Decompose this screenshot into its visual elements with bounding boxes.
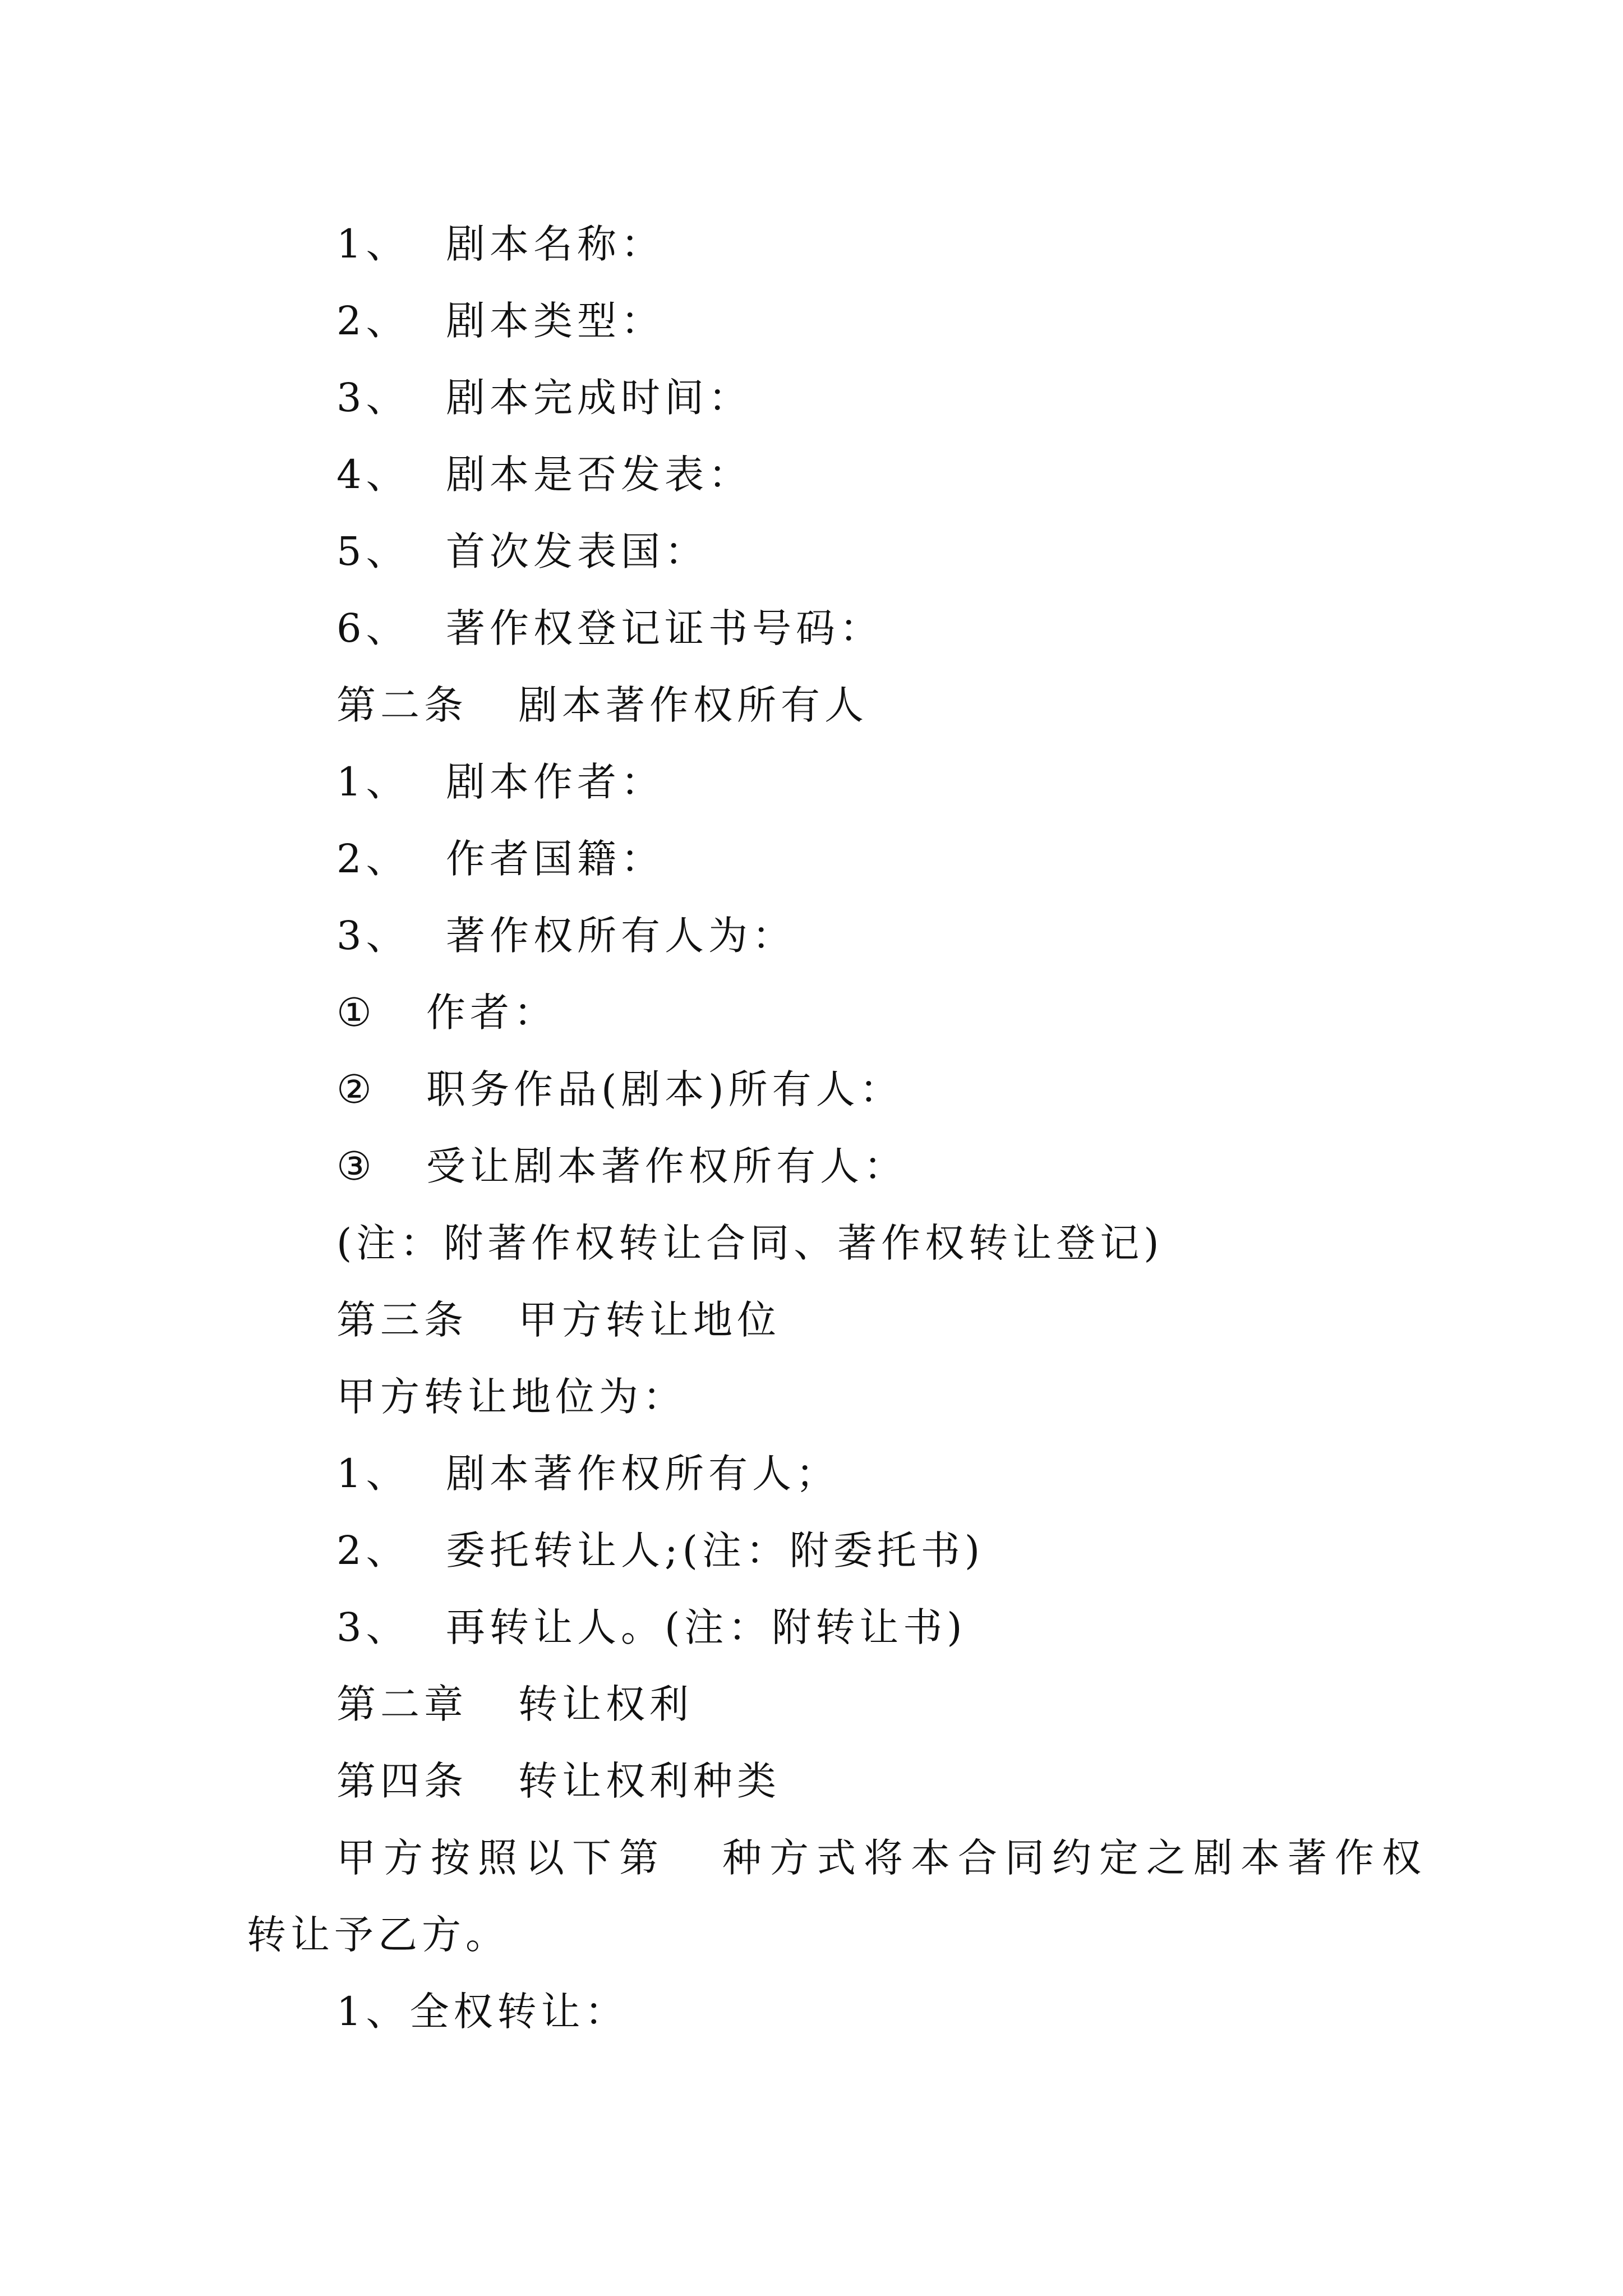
item-number: 4、 — [336, 452, 410, 498]
item-text: 剧本完成时间： — [446, 375, 752, 421]
article-heading — [336, 1297, 781, 1343]
list-item — [336, 221, 665, 267]
list-item — [336, 1604, 967, 1650]
item-number: 1、 — [336, 221, 410, 267]
paragraph-line — [336, 1835, 1429, 1881]
chapter-title: 转让权利 — [518, 1681, 693, 1727]
article-heading — [336, 1758, 781, 1804]
item-number: 3、 — [336, 913, 410, 959]
item-text: 剧本作者： — [446, 759, 665, 805]
sub-list-item — [336, 1143, 907, 1189]
item-text: 再转让人。(注：附转让书) — [446, 1604, 967, 1650]
item-text: 职务作品(剧本)所有人： — [426, 1066, 903, 1112]
note-text: (注：附著作权转让合同、著作权转让登记) — [336, 1220, 1164, 1266]
sub-list-item — [336, 1066, 903, 1112]
paragraph-part: 甲方按照以下第 — [336, 1835, 666, 1881]
paragraph-line: 转让予乙方。 — [247, 1912, 509, 1958]
list-item — [336, 913, 796, 959]
item-number: 2、 — [336, 836, 410, 882]
item-number: ① — [336, 990, 376, 1036]
item-text: 著作权登记证书号码： — [446, 605, 883, 651]
article-label: 第四条 — [336, 1758, 468, 1804]
item-number: 3、 — [336, 1604, 410, 1650]
item-number: 1、 — [336, 1451, 410, 1497]
list-item — [336, 452, 752, 498]
list-item — [336, 759, 665, 805]
list-item — [336, 375, 752, 421]
list-item — [336, 298, 665, 344]
item-number: 5、 — [336, 528, 410, 574]
item-number: 1、 — [336, 759, 410, 805]
article-label: 第二条 — [336, 682, 468, 728]
paragraph-part: 种方式将本合同约定之剧本著作权 — [722, 1835, 1429, 1881]
item-number: ③ — [336, 1143, 376, 1189]
list-item — [336, 1451, 840, 1497]
chapter-label: 第二章 — [336, 1681, 468, 1727]
article-heading — [336, 682, 868, 728]
list-item — [336, 528, 708, 574]
item-text: 剧本名称： — [446, 221, 665, 267]
list-item — [336, 1527, 985, 1573]
item-number: 3、 — [336, 375, 410, 421]
article-label: 第三条 — [336, 1297, 468, 1343]
item-text: 委托转让人;(注：附委托书) — [446, 1527, 985, 1573]
item-text: 剧本类型： — [446, 298, 665, 344]
item-number: 6、 — [336, 605, 410, 651]
article-title: 剧本著作权所有人 — [518, 682, 868, 728]
item-text: 著作权所有人为： — [446, 913, 796, 959]
list-item — [336, 605, 883, 651]
item-text: 剧本是否发表： — [446, 452, 752, 498]
paragraph-text: 甲方转让地位为： — [336, 1374, 686, 1420]
list-item: 1、全权转让： — [336, 1989, 629, 2035]
item-text: 剧本著作权所有人； — [446, 1451, 840, 1497]
item-text: 首次发表国： — [446, 528, 708, 574]
article-title: 甲方转让地位 — [518, 1297, 781, 1343]
chapter-heading — [336, 1681, 693, 1727]
sub-list-item — [336, 990, 557, 1036]
item-number: ② — [336, 1066, 376, 1112]
list-item — [336, 836, 665, 882]
item-number: 2、 — [336, 1527, 410, 1573]
item-text: 受让剧本著作权所有人： — [426, 1143, 907, 1189]
item-text: 作者国籍： — [446, 836, 665, 882]
item-text: 作者： — [426, 990, 557, 1036]
article-title: 转让权利种类 — [518, 1758, 781, 1804]
item-number: 2、 — [336, 298, 410, 344]
